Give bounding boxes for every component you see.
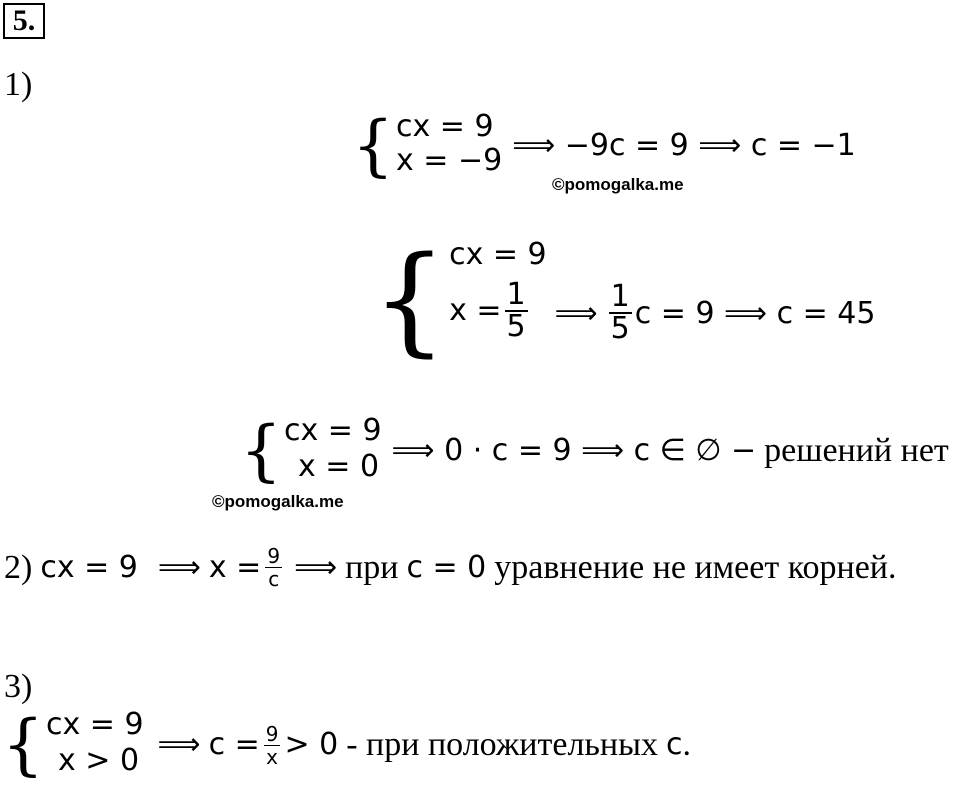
fraction-one-fifth: [505, 277, 528, 344]
left-brace: {: [2, 706, 44, 783]
system-line1: cx = 9: [449, 237, 547, 272]
frac-denominator: x: [266, 744, 279, 769]
watermark-1: ©pomogalka.me: [552, 175, 684, 194]
part3-var: c: [665, 727, 683, 762]
part1-case1: [352, 107, 856, 184]
part3-label: 3): [4, 668, 33, 705]
part2-text1: при: [345, 548, 399, 586]
part3: [2, 706, 691, 783]
frac-numerator: 9: [267, 544, 281, 568]
frac-numerator: 1: [506, 277, 526, 312]
case3-text: решений нет: [764, 432, 949, 469]
system-line1: cx = 9: [284, 413, 382, 448]
frac-denominator: 5: [506, 309, 526, 344]
system-line2-lhs: x =: [449, 293, 502, 328]
frac-numerator: 1: [610, 279, 630, 314]
fraction-one-fifth-result: [609, 279, 632, 346]
problem-number: 5.: [3, 3, 45, 39]
part2-condition: c = 0: [406, 549, 487, 585]
part2-text2: уравнение не имеет корней.: [494, 548, 897, 586]
part1-case2: [372, 230, 876, 368]
implies-arrow: ⟹: [554, 296, 598, 331]
implies-arrow: ⟹: [157, 727, 201, 762]
system-line2: x > 0: [58, 743, 140, 778]
part1-case3: [240, 412, 949, 489]
frac-denominator: 5: [610, 311, 630, 346]
system-line1: cx = 9: [396, 109, 494, 144]
frac-numerator: 9: [265, 721, 279, 746]
left-brace: {: [240, 412, 282, 489]
part3-dot: .: [682, 726, 691, 763]
implies-arrow: ⟹: [294, 549, 338, 585]
part3-text: - при положительных: [346, 726, 658, 763]
part2-x-lhs: x =: [208, 549, 262, 585]
part3-c-lhs: c =: [208, 727, 260, 762]
frac-denominator: c: [268, 567, 280, 591]
case3-result: ⟹ 0 · c = 9 ⟹ c ∈ ∅ −: [391, 433, 757, 468]
left-brace: {: [352, 107, 394, 184]
part2-equation: cx = 9: [40, 549, 138, 585]
part1-label: 1): [4, 66, 33, 103]
system-line2: x = 0: [298, 449, 380, 484]
system-line1: cx = 9: [46, 707, 144, 742]
part2: [4, 546, 897, 589]
fraction-9-over-x: [264, 721, 281, 769]
left-brace: {: [372, 230, 448, 368]
system-line2: x = −9: [396, 143, 503, 178]
system-case1: [352, 107, 503, 184]
case2-result: c = 9 ⟹ c = 45: [634, 296, 876, 331]
implies-arrow: ⟹: [157, 549, 201, 585]
part2-label: 2): [4, 548, 33, 586]
fraction-9-over-c: [265, 546, 282, 589]
case1-result: ⟹ −9c = 9 ⟹ c = −1: [512, 128, 856, 163]
watermark-2: ©pomogalka.me: [212, 492, 344, 511]
part3-tail: > 0: [284, 727, 339, 762]
